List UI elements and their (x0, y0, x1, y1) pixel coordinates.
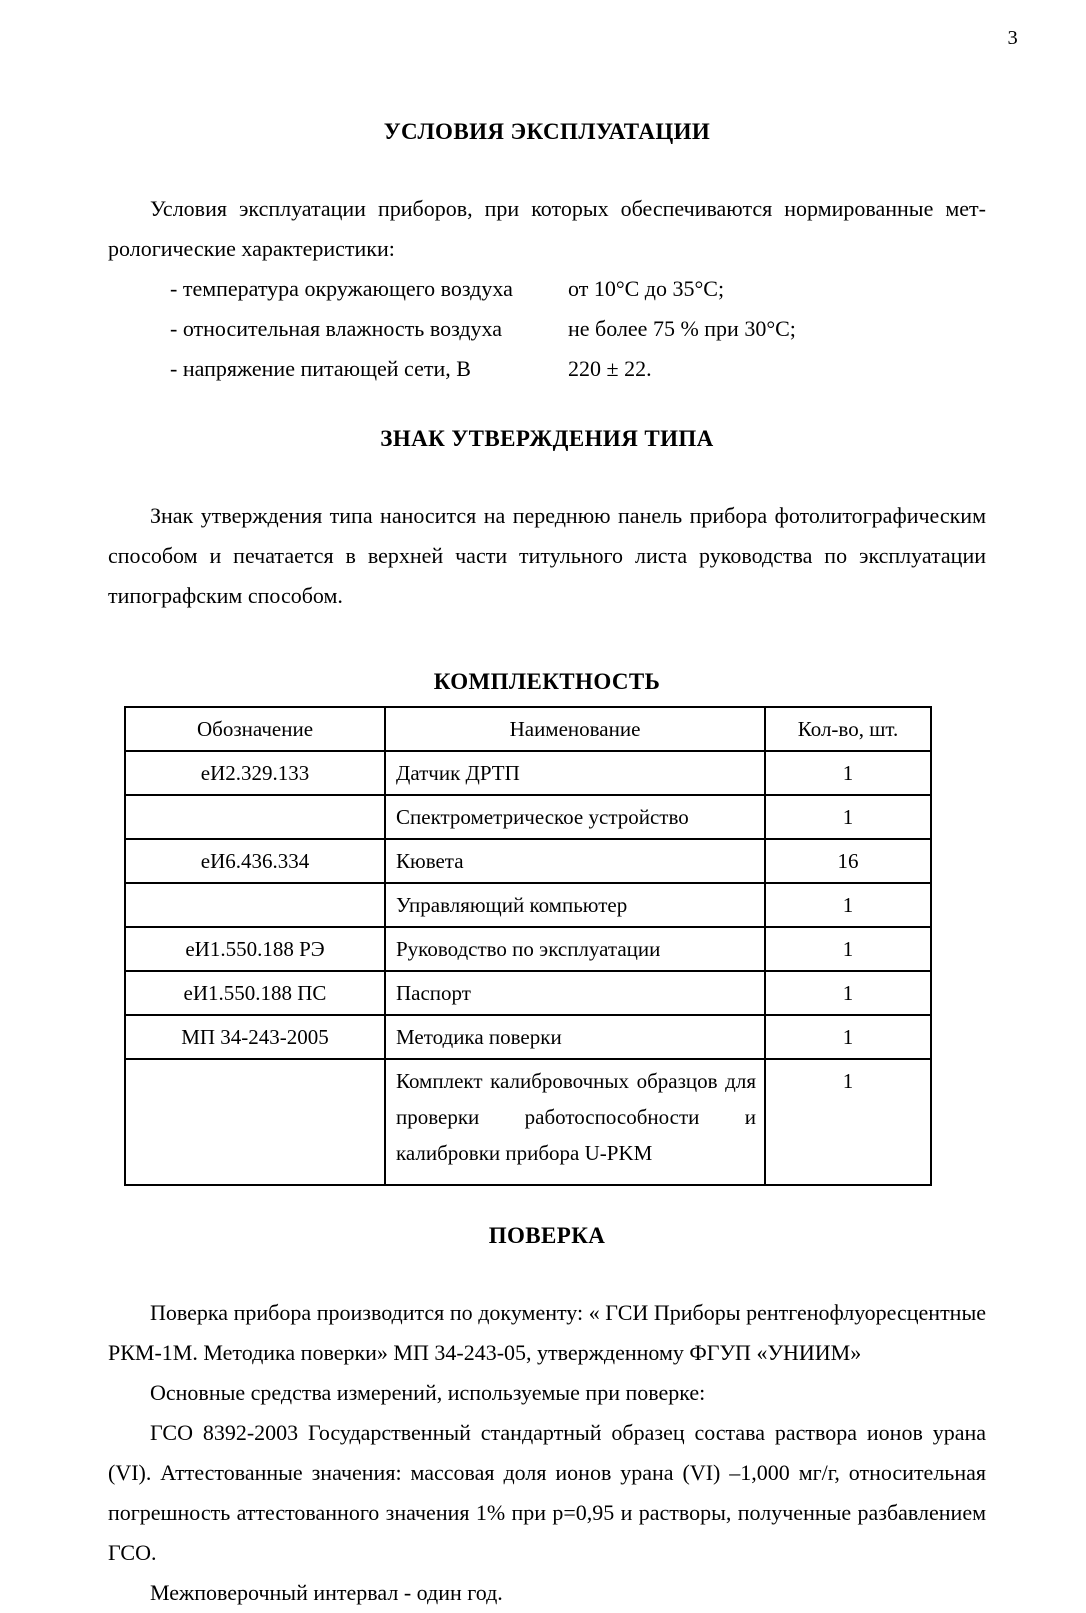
cell-designation: еИ1.550.188 РЭ (125, 927, 385, 971)
parameter-label: - напряжение питающей сети, В (170, 355, 471, 381)
column-header-quantity: Кол-во, шт. (765, 707, 931, 751)
spacer (108, 1186, 986, 1222)
parameter-row (108, 309, 986, 349)
parameter-value: 220 ± 22. (568, 355, 652, 381)
cell-quantity: 1 (765, 971, 931, 1015)
table-row (125, 1015, 931, 1059)
parameter-label: - относительная влажность воздуха (170, 315, 503, 341)
parameter-row (108, 269, 986, 309)
table-row (125, 795, 931, 839)
section-heading-type-approval-mark: ЗНАК УТВЕРЖДЕНИЯ ТИПА (380, 425, 714, 451)
spacer (108, 696, 986, 706)
cell-designation: еИ6.436.334 (125, 839, 385, 883)
table-row (125, 839, 931, 883)
verification-paragraph-instruments: Основные средства измерений, используемые при поверке: (150, 1380, 706, 1405)
spacer (108, 616, 986, 668)
cell-name: Руководство по эксплуатации (385, 927, 765, 971)
table-header-row (125, 707, 931, 751)
cell-quantity: 1 (765, 883, 931, 927)
page-number: 3 (1007, 27, 1018, 49)
cell-designation: еИ2.329.133 (125, 751, 385, 795)
cell-quantity: 1 (765, 795, 931, 839)
verification-paragraph-gso: ГСО 8392-2003 Государственный стандартный образец состава раствора ионов урана (VI). Аттестованные значения: массовая доля ионов урана (VI) –1,000 мг/г, относительная погрешность аттестованного значения 1% при р=0,95 и растворы, полученные разбавлением ГСО. (108, 1420, 986, 1565)
cell-quantity: 1 (765, 927, 931, 971)
section-heading-verification: ПОВЕРКА (488, 1223, 606, 1249)
column-header-name: Наименование (385, 707, 765, 751)
cell-name: Паспорт (385, 971, 765, 1015)
operating-conditions-parameter-list (108, 269, 986, 389)
verification-paragraph-interval: Межповерочный интервал - один год. (150, 1580, 503, 1605)
cell-designation: еИ1.550.188 ПС (125, 971, 385, 1015)
table-row (125, 927, 931, 971)
table-row (125, 751, 931, 795)
completeness-table (124, 706, 932, 1186)
table-row (125, 883, 931, 927)
verification-paragraph-document: Поверка прибора производится по документу: « ГСИ Приборы рентгенофлуоресцентные РКМ-1М. Методика поверки» МП 34-243-05, утвержденному ФГУП «УНИИМ» (108, 1300, 986, 1365)
spacer (108, 1251, 986, 1293)
parameter-row (108, 349, 986, 389)
operating-conditions-intro: Условия эксплуатации приборов, при которых обеспечиваются нормированные мет-рологические характеристики: (108, 195, 986, 261)
parameter-label: - температура окружающего воздуха (170, 275, 513, 301)
parameter-value: не более 75 % при 30°С; (568, 315, 796, 341)
cell-name: Методика поверки (385, 1015, 765, 1059)
cell-name: Кювета (385, 839, 765, 883)
cell-quantity: 1 (765, 1015, 931, 1059)
spacer (108, 454, 986, 496)
spacer (108, 147, 986, 189)
cell-designation (125, 883, 385, 927)
cell-quantity: 1 (765, 751, 931, 795)
cell-name: Спектрометрическое устройство (385, 795, 765, 839)
cell-name: Комплект калибровочных образцов для проверки работоспособности и калибровки прибора U-PKM (385, 1059, 765, 1185)
table-row (125, 971, 931, 1015)
parameter-value: от 10°С до 35°С; (568, 275, 725, 301)
cell-designation (125, 795, 385, 839)
table-row (125, 1059, 931, 1185)
completeness-table-wrapper (124, 706, 930, 1186)
cell-name: Датчик ДРТП (385, 751, 765, 795)
type-approval-mark-paragraph: Знак утверждения типа наносится на переднюю панель прибора фотолитографическим способом и печатается в верхней части титульного листа руководства по эксплуатации типографским способом. (108, 502, 986, 608)
page-content (108, 118, 986, 1613)
column-header-designation: Обозначение (125, 707, 385, 751)
cell-quantity: 16 (765, 839, 931, 883)
section-heading-completeness: КОМПЛЕКТНОСТЬ (433, 668, 661, 694)
cell-quantity: 1 (765, 1059, 931, 1185)
cell-designation: МП 34-243-2005 (125, 1015, 385, 1059)
cell-designation (125, 1059, 385, 1185)
section-heading-operating-conditions: УСЛОВИЯ ЭКСПЛУАТАЦИИ (383, 119, 711, 144)
spacer (108, 389, 986, 425)
cell-name: Управляющий компьютер (385, 883, 765, 927)
